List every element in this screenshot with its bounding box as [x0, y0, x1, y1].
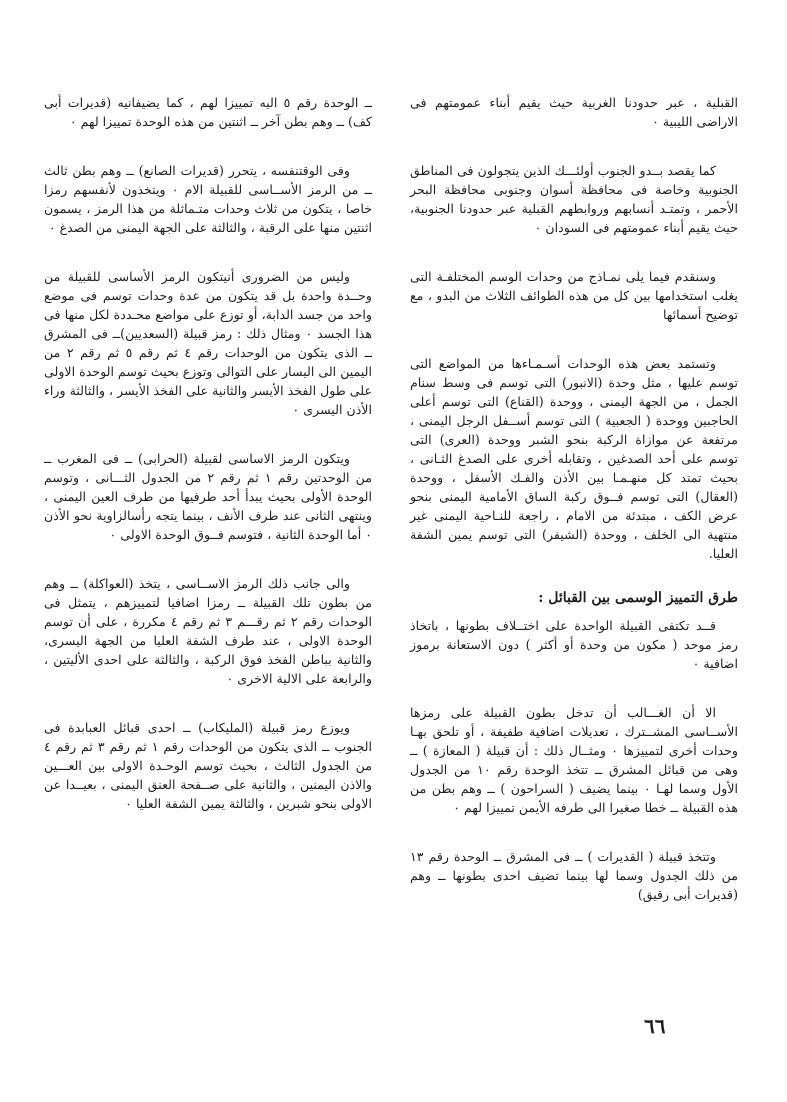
- paragraph: والى جانب ذلك الرمز الاســاسى ، يتخذ (العواكلة) ــ وهم من بطون تلك القبيلة ــ رمزا اضافيا لتمييزهم ، يتمثل فى الوحدات رقم ٢ ثم رقـــم ٣ ثم رقم ٤ مكررة ، على أن توسم الوحدة الاولى ، عند طرف الشفة العليا من الجهة اليسرى، والثانية بباطن الفخذ فوق الركبة ، والثالثة على احدى الأليتين ، والرابعة على الالية الاخرى ٠: [44, 576, 372, 686]
- paragraph: وتستمد بعض هذه الوحدات أسـمـاءها من المواضع التى توسم عليها ، مثل وحدة (الانبور) التى توسم فى وسط سنام الجمل ، من الجهة اليمنى ، ووحدة (القناع) التى توسم أعلى الحاجبين ووحدة ( الجعبية ) التى توسم أســفل الرجل اليمنى ، مرتفعة عن موازاة الركبة بنحو الشبر ووحدة (العرى) التى توسم على أحد الصدغين ، وتقابله أخرى على الصدغ الثـانى ، بحيث تمتد كل منهـمـا بين الأذن والفـك الأسفل ، ووحدة (العقال) التى توسم فــوق ركبة الساق الأمامية اليمنى بنحو عرض الكف ، مبتدئة من الامام ، راجعة للنـاحية اليمنى غير منتهية الى الخلف ، ووحدة (الشيفر) التى توسم يمين الشفة العليا.: [410, 356, 738, 561]
- right-column: [410, 93, 738, 934]
- paragraph: ويتكون الرمز الاساسى لقبيلة (الحرابى) ــ فى المغرب ــ من الوحدتين رقم ١ ثم رقم ٢ من الجدول الثـــانى ، وتوسم الوحدة الأولى بحيث يبدأ أحد طرفيها من طرف العين اليمنى ، وينتهى الثانى عند طرف الأنف ، بينما يتجه رأسالزاوية نحو الأذن ٠ أما الوحدة الثانية ، فتوسم فــوق الوحدة الاولى ٠: [44, 451, 372, 542]
- section-heading: طرق التمييز الوسمى بين القبائل :: [538, 590, 738, 606]
- paragraph: وسنقدم فيما يلى نمـاذج من وحدات الوسم المختلفـة التى يغلب استخدامها بين كل من هذه الطوائف الثلاث من البدو ، مع توضيح أسمائها: [410, 269, 738, 322]
- paragraph: وفى الوقتنفسه ، يتحرر (قديرات الصانع) ــ وهم بطن ثالث ــ من الرمز الأســاسى للقبيلة الام ٠ ويتخذون لأنفسهم رمزا خاصا ، يتكون من ثلاث وحدات متـماثلة من هذا الرمز ، يسمون اثنتين منها على الرقبة ، والثالثة على الجهة اليمنى من الصدغ ٠: [44, 163, 372, 235]
- paragraph: قــد تكتفى القبيلة الواحدة على اختــلاف بطونها ، باتخاذ رمز موحد ( مكون من وحدة أو أكثر ) دون الاستعانة برموز اضافية ٠: [410, 618, 738, 671]
- left-column: [44, 93, 372, 843]
- paragraph: الا أن الغـــالب أن تدخل بطون القبيلة على رمزها الأســاسى المشــترك ، تعديلات اضافية طفيفة ، أو تلحق بهـا وحدات أخرى لتمييزها ٠ ومثــال ذلك : أن قبيلة ( المعازة ) ــ وهى من قبائل المشرق ــ تتخذ الوحدة رقم ١٠ من الجدول الأول وسما لهـا ٠ بينما يضيف ( السراحون ) ــ وهم بطن من هذه القبيلة ــ خطا صغيرا الى طرفه الأيمن تمييزا لهم ٠: [410, 705, 738, 815]
- page-number: ٦٦: [644, 1014, 666, 1038]
- paragraph: كما يقصد بــدو الجنوب أولئـــك الذين يتجولون فى المناطق الجنوبية وخاصة فى محافظة أسوان وجنوبى محافظة البحر الأحمر ، وتمتـد أنسابهم وروابطهم القبلية عبر حدودنا الجنوبية، حيث يقيم أبناء عمومتهم فى السودان ٠: [410, 163, 738, 235]
- paragraph: وتتخذ قبيلة ( القديرات ) ــ فى المشرق ــ الوحدة رقم ١٣ من ذلك الجدول وسما لها بينما تضيف احدى بطونها ــ وهم (قديرات أبى رقيق): [410, 849, 738, 902]
- paragraph: القبلية ، عبر حدودنا الغربية حيث يقيم أبناء عمومتهم فى الاراضى الليبية ٠: [410, 95, 738, 129]
- paragraph: وليس من الضرورى أنيتكون الرمز الأساسى للقبيلة من وحــدة واحدة بل قد يتكون من عدة وحدات توسم فى موضع واحد من جسد الدابة، أو توزع على مواضع محـددة لكل منها فى هذا الجسد ٠ ومثال ذلك : رمز قبيلة (السعديين)ــ فى المشرق ــ الذى يتكون من الوحدات رقم ٤ ثم رقم ٥ ثم رقم ٢ من اليمين الى اليسار على التوالى وتوزع بحيث توسم الوحدة الاولى على طول الفخذ الأيسر والثانية على الفخذ الأيسر ، والثالثة وراء الأذن اليسرى ٠: [44, 269, 372, 417]
- paragraph: ــ الوحدة رقم ٥ اليه تمييزا لهم ، كما يضيفانيه (قديرات أبى كف) ــ وهم بطن آخر ــ اثنتين من هذه الوحدة تمييزا لهم ٠: [44, 95, 372, 129]
- paragraph: ويوزع رمز قبيلة (المليكاب) ــ احدى قبائل العبابدة فى الجنوب ــ الذى يتكون من الوحدات رقم ١ ثم رقم ٣ ثم رقم ٤ من الجدول الثالث ، بحيث توسم الوحـدة الاولى بين العـــين والاذن اليمنين ، والثانية على صــفحة العنق اليمنى ، بعيــدا عن الاولى بنحو شبرين ، والثالثة يمين الشفة العليا ٠: [44, 720, 372, 811]
